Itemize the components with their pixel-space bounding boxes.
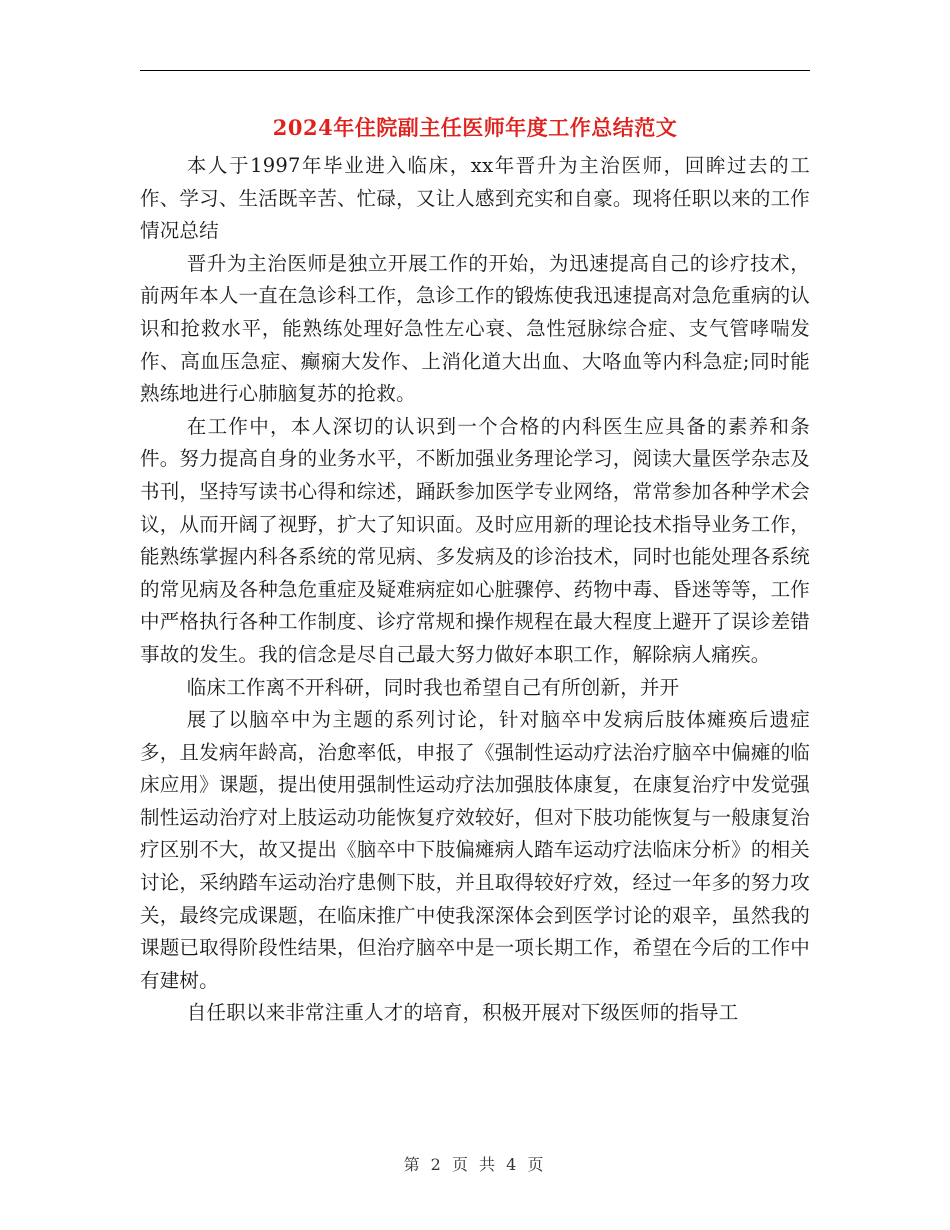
paragraph-intro: 本人于1997年毕业进入临床，xx年晋升为主治医师，回眸过去的工作、学习、生活既辛苦、忙碌，又让人感到充实和自豪。现将任职以来的工作情况总结 (140, 154, 810, 243)
paragraph-research-intro: 临床工作离不开科研，同时我也希望自己有所创新，并开 (186, 675, 680, 699)
document-body (140, 150, 810, 1030)
paragraph-talent-training: 自任职以来非常注重人才的培育，积极开展对下级医师的指导工 (186, 1001, 739, 1025)
document-title: 2024年住院副主任医师年度工作总结范文 (272, 115, 678, 140)
page-number-footer: 第 2 页 共 4 页 (403, 1155, 547, 1174)
paragraph-research-detail: 展了以脑卒中为主题的系列讨论，针对脑卒中发病后肢体瘫痪后遗症多，且发病年龄高，治愈率低，申报了《强制性运动疗法治疗脑卒中偏瘫的临床应用》课题，提出使用强制性运动疗法加强肢体康复，在康复治疗中发觉强制性运动治疗对上肢运动功能恢复疗效较好，但对下肢功能恢复与一般康复治疗区别不大，故又提出《脑卒中下肢偏瘫病人踏车运动疗法临床分析》的相关讨论，采纳踏车运动治疗患侧下肢，并且取得较好疗效，经过一年多的努力攻关，最终完成课题，在临床推广中使我深深体会到医学讨论的艰辛，虽然我的课题已取得阶段性结果，但治疗脑卒中是一项长期工作，希望在今后的工作中有建树。 (140, 708, 810, 992)
header-rule (140, 70, 810, 71)
paragraph-professional-growth: 在工作中，本人深切的认识到一个合格的内科医生应具备的素养和条件。努力提高自身的业务水平，不断加强业务理论学习，阅读大量医学杂志及书刊，坚持写读书心得和综述，踊跃参加医学专业网络，常常参加各种学术会议，从而开阔了视野，扩大了知识面。及时应用新的理论技术指导业务工作，能熟练掌握内科各系统的常见病、多发病及的诊治技术，同时也能处理各系统的常见病及各种急危重症及疑难病症如心脏骤停、药物中毒、昏迷等等，工作中严格执行各种工作制度、诊疗常规和操作规程在最大程度上避开了误诊差错事故的发生。我的信念是尽自己最大努力做好本职工作，解除病人痛疾。 (140, 414, 810, 666)
paragraph-emergency-work: 晋升为主治医师是独立开展工作的开始，为迅速提高自己的诊疗技术，前两年本人一直在急诊科工作，急诊工作的锻炼使我迅速提高对急危重病的认识和抢救水平，能熟练处理好急性左心衰、急性冠脉综合症、支气管哮喘发作、高血压急症、癫痫大发作、上消化道大出血、大咯血等内科急症;同时能熟练地进行心肺脑复苏的抢救。 (140, 251, 810, 406)
